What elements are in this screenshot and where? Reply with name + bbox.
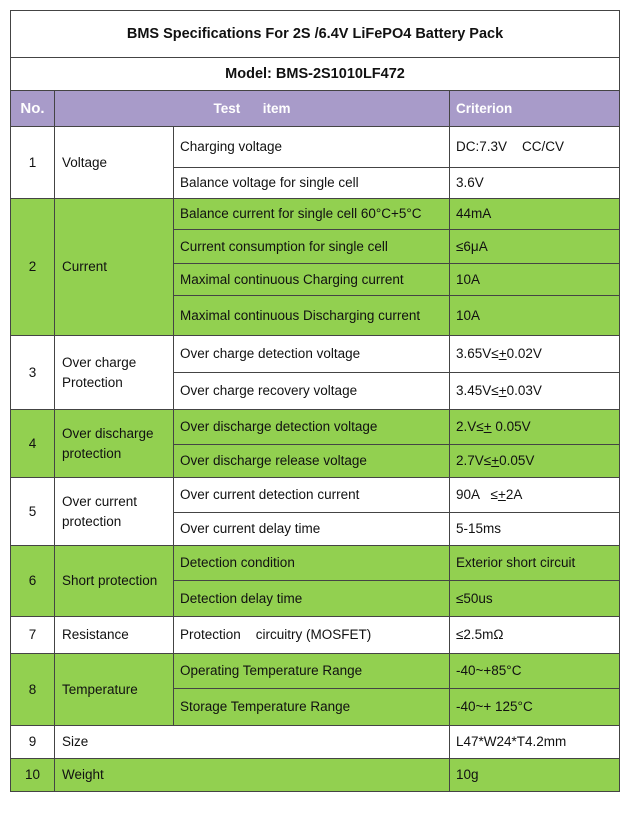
criterion-value: 3.45V≤+0.03V	[450, 373, 620, 410]
table-title: BMS Specifications For 2S /6.4V LiFePO4 Battery Pack	[11, 11, 620, 58]
header-row	[11, 91, 620, 127]
sub-item-label: Balance current for single cell 60°C+5°C	[174, 199, 450, 230]
sub-item-label: Detection condition	[174, 546, 450, 581]
criterion-value: 3.6V	[450, 168, 620, 199]
criterion-value: 90A ≤+2A	[450, 478, 620, 513]
item-name: Resistance	[55, 617, 174, 654]
table-row	[11, 759, 620, 792]
sub-item-label: Balance voltage for single cell	[174, 168, 450, 199]
table-row	[11, 478, 620, 513]
item-name: Temperature	[55, 654, 174, 726]
row-number: 8	[11, 654, 55, 726]
header-no: No.	[11, 91, 55, 127]
criterion-value: 10A	[450, 264, 620, 296]
sub-item-label: Detection delay time	[174, 581, 450, 617]
row-number: 6	[11, 546, 55, 617]
row-number: 3	[11, 336, 55, 410]
criterion-value: DC:7.3V CC/CV	[450, 127, 620, 168]
sub-item-label: Protection circuitry (MOSFET)	[174, 617, 450, 654]
item-name: Over discharge protection	[55, 410, 174, 478]
table-row	[11, 617, 620, 654]
row-number: 1	[11, 127, 55, 199]
item-name: Current	[55, 199, 174, 336]
spec-table	[10, 10, 620, 792]
table-row	[11, 199, 620, 230]
table-row	[11, 546, 620, 581]
sub-item-label: Over discharge release voltage	[174, 445, 450, 478]
row-number: 10	[11, 759, 55, 792]
criterion-value: 2.V≤+ 0.05V	[450, 410, 620, 445]
sub-item-label: Over charge recovery voltage	[174, 373, 450, 410]
table-row	[11, 410, 620, 445]
row-number: 5	[11, 478, 55, 546]
sub-item-label: Over current detection current	[174, 478, 450, 513]
row-number: 9	[11, 726, 55, 759]
criterion-value: L47*W24*T4.2mm	[450, 726, 620, 759]
item-name: Size	[55, 726, 450, 759]
item-name: Voltage	[55, 127, 174, 199]
sub-item-label: Operating Temperature Range	[174, 654, 450, 689]
criterion-value: 5-15ms	[450, 513, 620, 546]
sub-item-label: Storage Temperature Range	[174, 689, 450, 726]
criterion-value: ≤2.5mΩ	[450, 617, 620, 654]
criterion-value: 44mA	[450, 199, 620, 230]
table-row	[11, 127, 620, 168]
item-name: Short protection	[55, 546, 174, 617]
row-number: 2	[11, 199, 55, 336]
header-criterion: Criterion	[450, 91, 620, 127]
sub-item-label: Over charge detection voltage	[174, 336, 450, 373]
item-name: Over charge Protection	[55, 336, 174, 410]
spec-sheet	[10, 10, 619, 792]
row-number: 7	[11, 617, 55, 654]
criterion-value: 2.7V≤+0.05V	[450, 445, 620, 478]
criterion-value: 3.65V≤+0.02V	[450, 336, 620, 373]
sub-item-label: Over current delay time	[174, 513, 450, 546]
item-name: Weight	[55, 759, 450, 792]
sub-item-label: Charging voltage	[174, 127, 450, 168]
model-number: Model: BMS-2S1010LF472	[11, 58, 620, 91]
header-test-item: Test item	[55, 91, 450, 127]
table-row	[11, 726, 620, 759]
sub-item-label: Maximal continuous Discharging current	[174, 296, 450, 336]
sub-item-label: Maximal continuous Charging current	[174, 264, 450, 296]
criterion-value: 10g	[450, 759, 620, 792]
row-number: 4	[11, 410, 55, 478]
sub-item-label: Over discharge detection voltage	[174, 410, 450, 445]
sub-item-label: Current consumption for single cell	[174, 230, 450, 264]
criterion-value: ≤50us	[450, 581, 620, 617]
criterion-value: ≤6μA	[450, 230, 620, 264]
item-name: Over current protection	[55, 478, 174, 546]
criterion-value: 10A	[450, 296, 620, 336]
criterion-value: -40~+85°C	[450, 654, 620, 689]
table-row	[11, 654, 620, 689]
table-row	[11, 336, 620, 373]
criterion-value: Exterior short circuit	[450, 546, 620, 581]
criterion-value: -40~+ 125°C	[450, 689, 620, 726]
